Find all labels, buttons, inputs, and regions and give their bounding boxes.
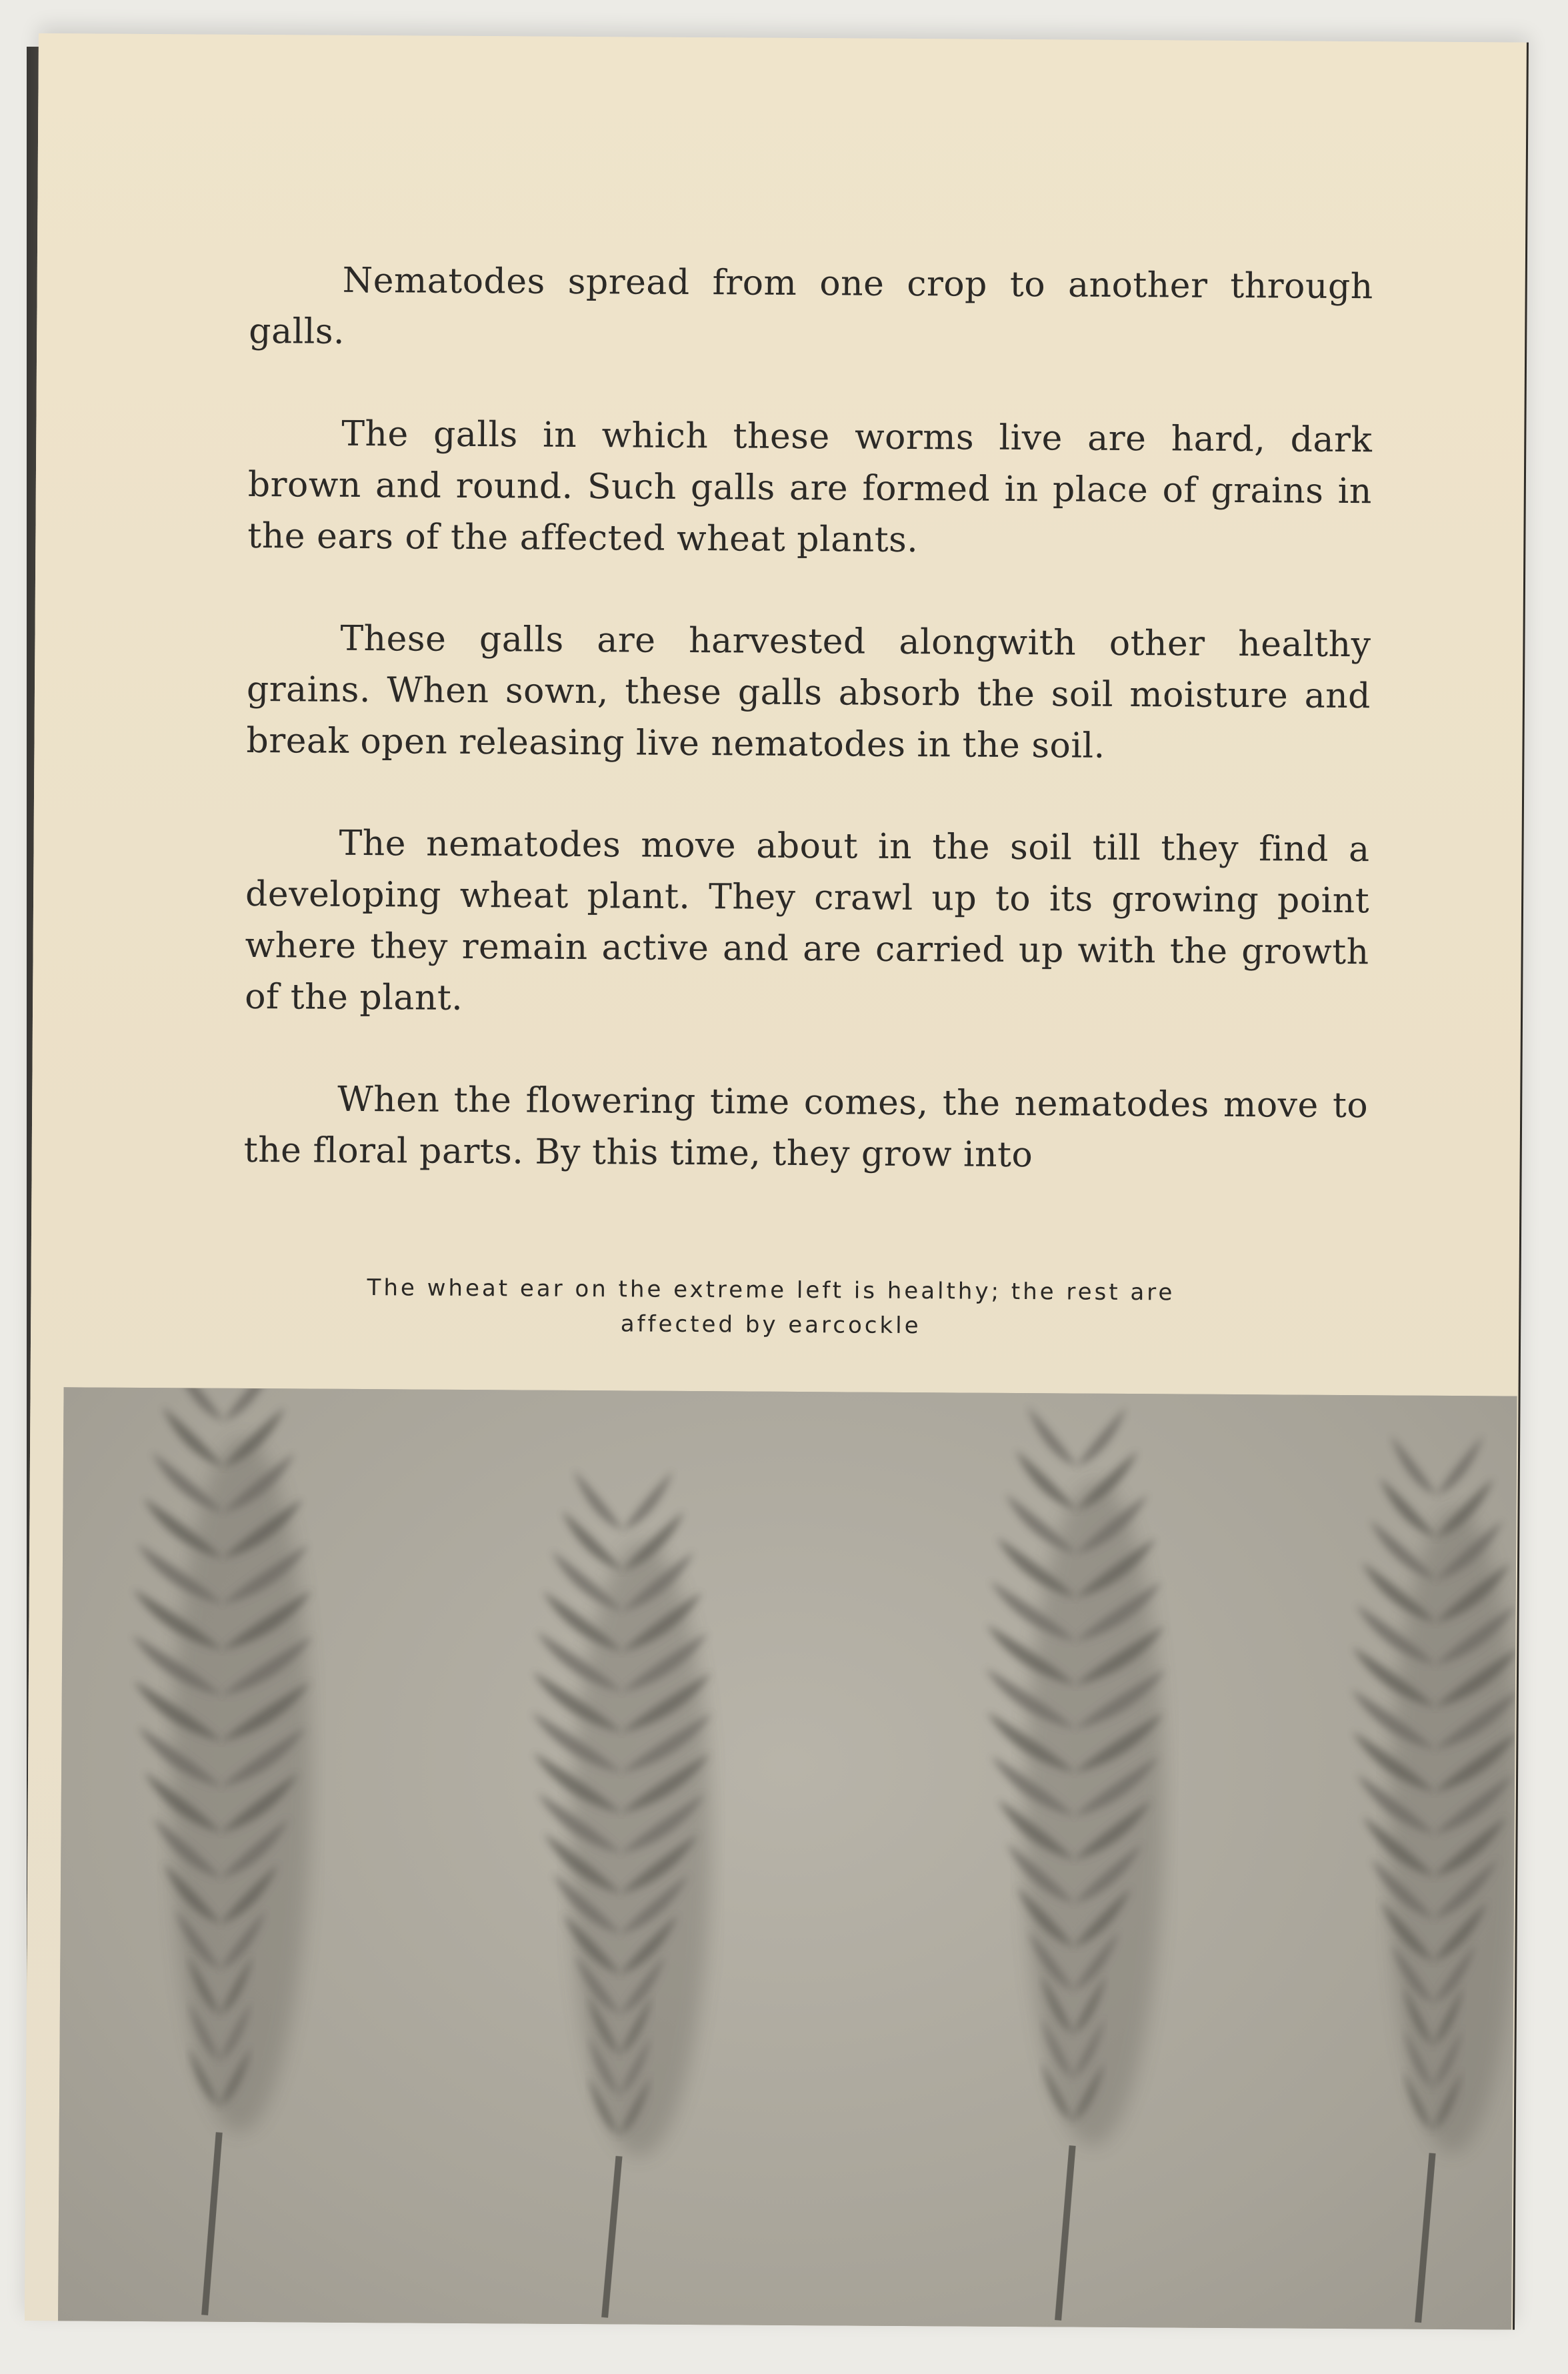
caption-line: The wheat ear on the extreme left is healthy; the rest are <box>367 1274 1175 1306</box>
spikelet <box>623 1470 673 1530</box>
wheat-ear <box>528 1470 713 2319</box>
paragraph: These galls are harvested alongwith other healthy grains. When sown, these galls absorb the soil moisture and break open releasing live nematodes in the soil. <box>246 618 1371 766</box>
wheat-ear <box>128 1387 314 2315</box>
wheat-ear <box>1347 1435 1517 2323</box>
wheat-ears-photo <box>58 1387 1517 2329</box>
paragraph: When the flowering time comes, the nematodes move to the floral parts. By this time, they grow into <box>243 1079 1369 1176</box>
paragraph: The galls in which these worms live are hard, dark brown and round. Such galls are formed in place of grains in the ears of the affected wheat plants. <box>247 413 1373 561</box>
wheat-ears-illustration <box>58 1387 1517 2329</box>
spikelet <box>573 1470 623 1530</box>
body-text <box>243 255 1373 1234</box>
caption-line: affected by earcockle <box>620 1310 921 1340</box>
spikelet <box>1390 1435 1437 1495</box>
paragraph: Nematodes spread from one crop to another through galls. <box>249 260 1373 352</box>
spikelet <box>1027 1406 1077 1466</box>
wheat-ear <box>981 1406 1167 2321</box>
spikelet <box>223 1387 273 1422</box>
booklet-page <box>25 33 1529 2330</box>
photo-caption <box>231 1270 1311 1346</box>
spikelet <box>174 1387 224 1421</box>
spikelet <box>1437 1436 1483 1496</box>
paragraph: The nematodes move about in the soil till they find a developing wheat plant. They crawl up to its growing point where they remain active and are carried up with the growth of the plant. <box>244 823 1370 1018</box>
spikelet <box>1077 1407 1127 1467</box>
